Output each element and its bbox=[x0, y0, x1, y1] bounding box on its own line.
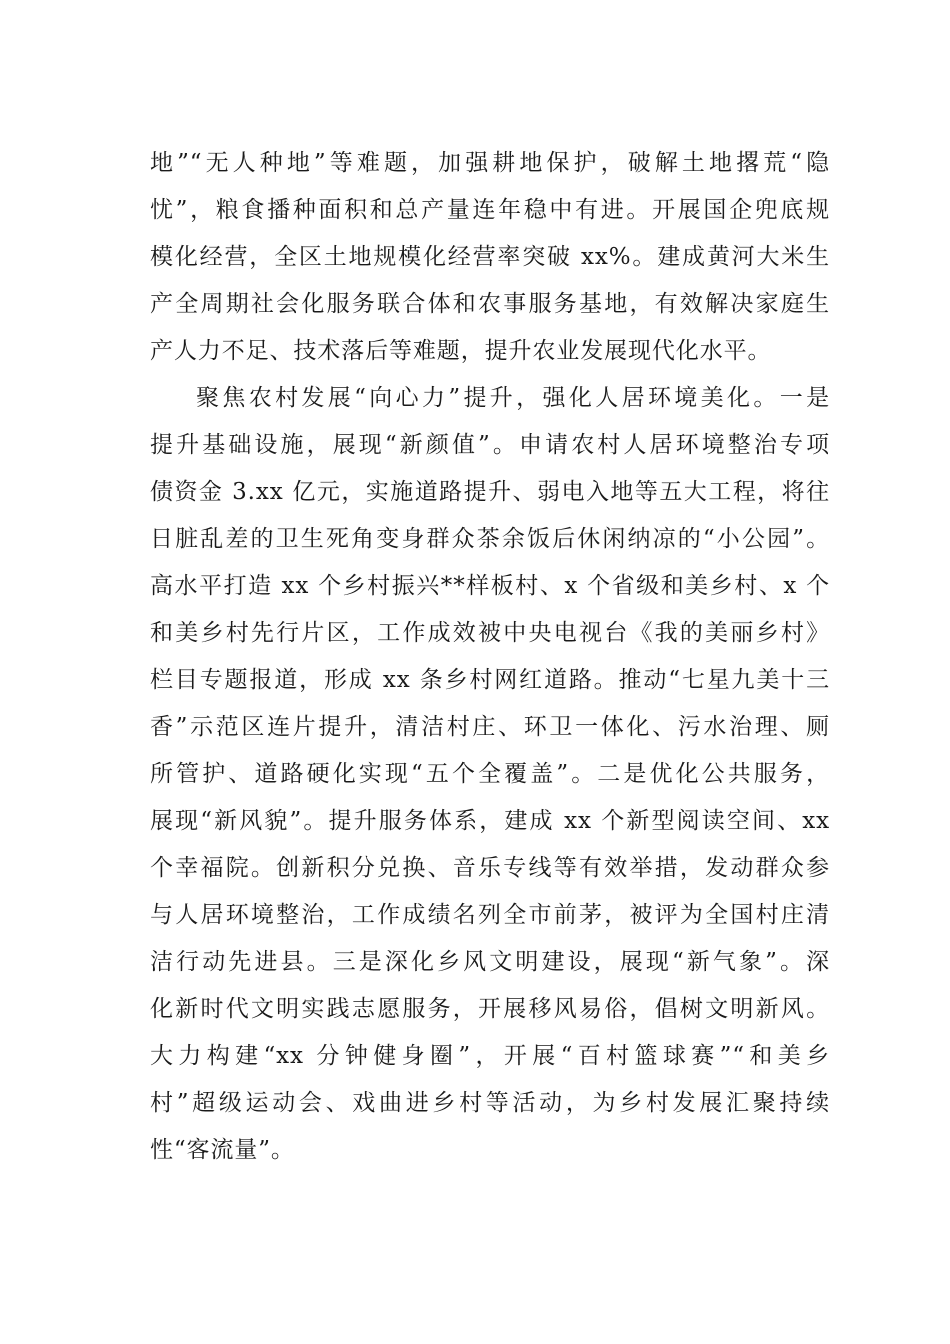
body-line: 地”“无人种地”等难题，加强耕地保护，破解土地撂荒“隐 bbox=[150, 150, 830, 176]
body-line: 模化经营，全区土地规模化经营率突破 xx%。建成黄河大米生 bbox=[150, 244, 830, 270]
body-line: 忧”，粮食播种面积和总产量连年稳中有进。开展国企兜底规 bbox=[150, 197, 830, 223]
body-line: 和美乡村先行片区，工作成效被中央电视台《我的美丽乡村》 bbox=[150, 620, 830, 646]
body-line: 村”超级运动会、戏曲进乡村等活动，为乡村发展汇聚持续 bbox=[150, 1090, 830, 1116]
body-line: 展现“新风貌”。提升服务体系，建成 xx 个新型阅读空间、xx bbox=[150, 808, 830, 834]
body-line: 高水平打造 xx 个乡村振兴**样板村、x 个省级和美乡村、x 个 bbox=[150, 573, 830, 599]
body-line: 大力构建“xx 分钟健身圈”，开展“百村篮球赛”“和美乡 bbox=[150, 1043, 830, 1069]
body-line: 栏目专题报道，形成 xx 条乡村网红道路。推动“七星九美十三 bbox=[150, 667, 830, 693]
body-line-last: 性“客流量”。 bbox=[150, 1137, 295, 1163]
body-line: 个幸福院。创新积分兑换、音乐专线等有效举措，发动群众参 bbox=[150, 855, 830, 881]
body-line: 化新时代文明实践志愿服务，开展移风易俗，倡树文明新风。 bbox=[150, 996, 830, 1022]
document-body bbox=[150, 140, 830, 1174]
body-line: 产全周期社会化服务联合体和农事服务基地，有效解决家庭生 bbox=[150, 291, 830, 317]
body-line: 香”示范区连片提升，清洁村庄、环卫一体化、污水治理、厕 bbox=[150, 714, 830, 740]
body-line: 与人居环境整治，工作成绩名列全市前茅，被评为全国村庄清 bbox=[150, 902, 830, 928]
body-line: 洁行动先进县。三是深化乡风文明建设，展现“新气象”。深 bbox=[150, 949, 830, 975]
body-line: 提升基础设施，展现“新颜值”。申请农村人居环境整治专项 bbox=[150, 432, 830, 458]
body-line-first: 聚焦农村发展“向心力”提升，强化人居环境美化。一是 bbox=[196, 385, 830, 411]
body-line: 债资金 3.xx 亿元，实施道路提升、弱电入地等五大工程，将往 bbox=[150, 479, 830, 505]
body-line: 产人力不足、技术落后等难题，提升农业发展现代化水平。 bbox=[150, 338, 772, 364]
body-line: 所管护、道路硬化实现“五个全覆盖”。二是优化公共服务， bbox=[150, 761, 830, 787]
body-line: 日脏乱差的卫生死角变身群众茶余饭后休闲纳凉的“小公园”。 bbox=[150, 526, 830, 552]
